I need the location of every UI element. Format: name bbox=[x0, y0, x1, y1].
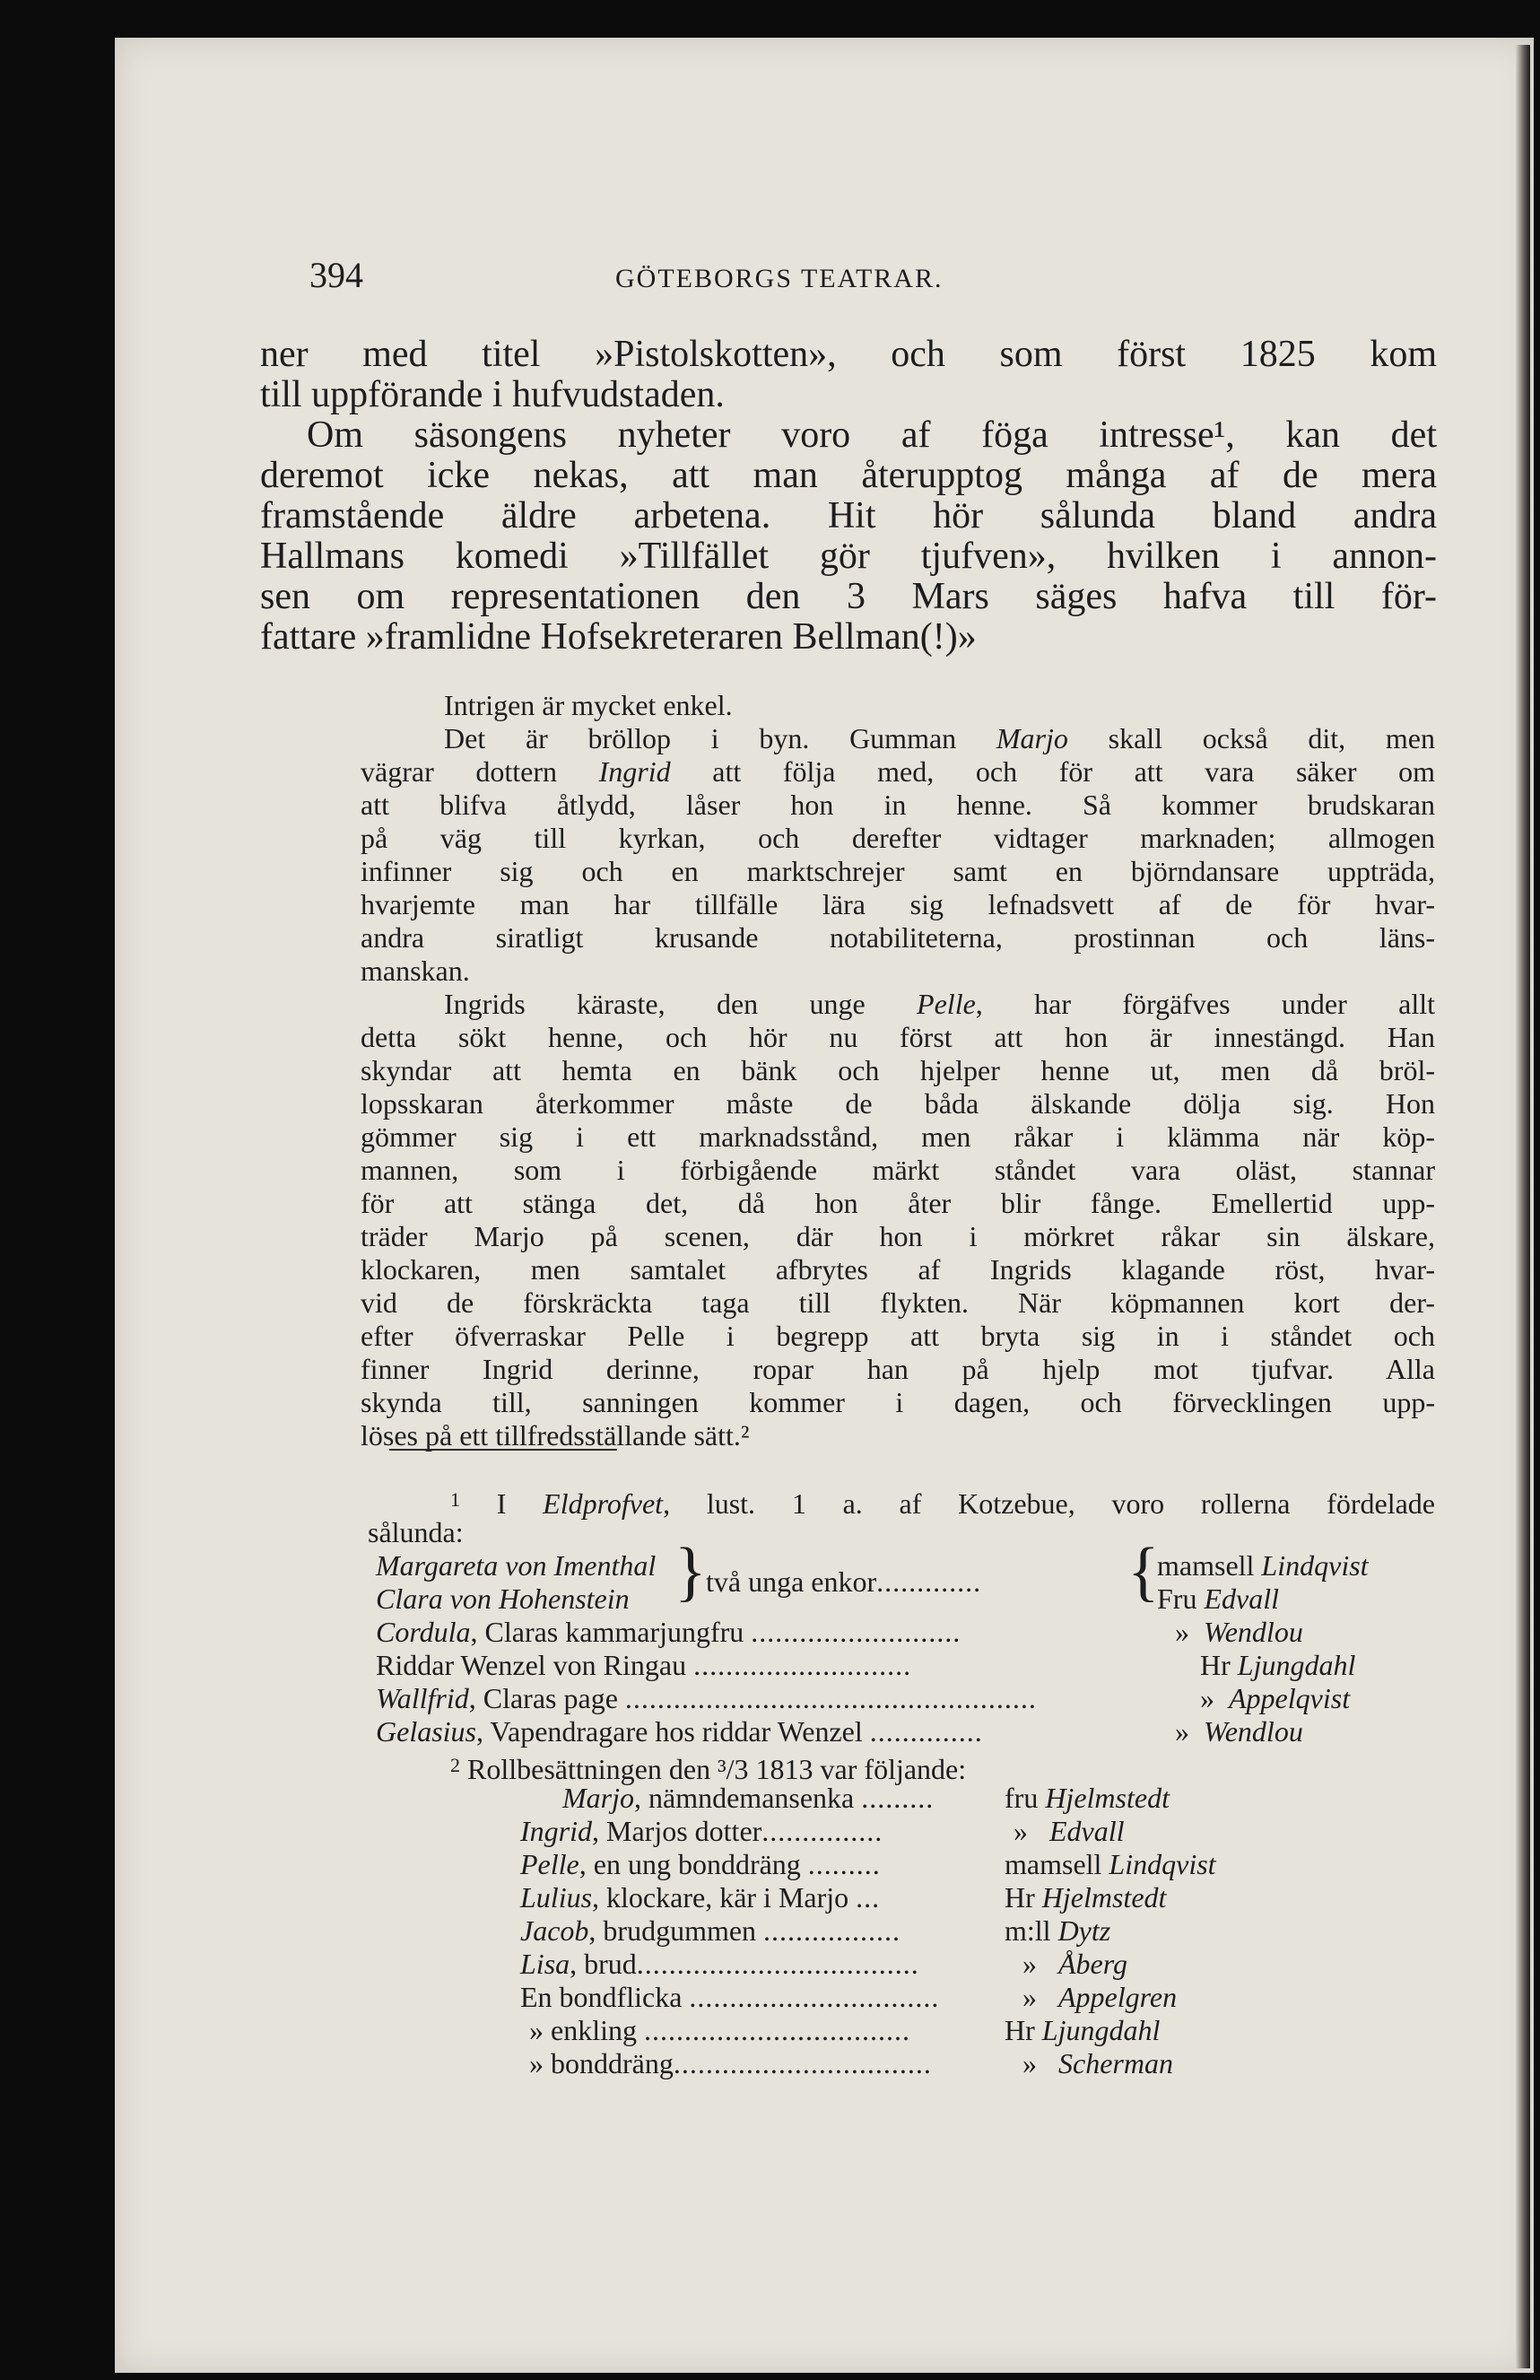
summary-line: finner Ingrid derinne, ropar han på hjelp mot tjufvar. Alla bbox=[361, 1353, 1435, 1385]
summary-line: detta sökt henne, och hör nu först att hon är innestängd. Han bbox=[361, 1021, 1435, 1053]
summary-line: skyndar att hemta en bänk och hjelper henne ut, men då bröl- bbox=[361, 1054, 1435, 1086]
actor-name: Hr Hjelmstedt bbox=[1005, 1881, 1167, 1914]
summary-line: träder Marjo på scenen, där hon i mörkret råkar sin älskare, bbox=[361, 1220, 1435, 1252]
summary-line: Det är bröllop i byn. Gumman Marjo skall också dit, men bbox=[444, 722, 1435, 754]
summary-line: vid de förskräckta taga till flykten. När köpmannen kort der- bbox=[361, 1286, 1435, 1319]
actor-name: » Edvall bbox=[1014, 1815, 1125, 1847]
cast-row: Riddar Wenzel von Ringau ........................... bbox=[376, 1649, 912, 1681]
summary-line: andra siratligt krusande notabiliteterna, prostinnan och läns- bbox=[361, 921, 1435, 954]
body-line: till uppförande i hufvudstaden. bbox=[260, 374, 725, 415]
footnote-rule bbox=[389, 1449, 617, 1451]
body-line: Om säsongens nyheter voro af föga intresse¹, kan det bbox=[307, 414, 1437, 456]
summary-line: klockaren, men samtalet afbrytes af Ingrids klagande röst, hvar- bbox=[361, 1253, 1435, 1286]
summary-line: för att stänga det, då hon åter blir fånge. Emellertid upp- bbox=[361, 1187, 1435, 1219]
page-edge-shadow bbox=[1516, 45, 1530, 2368]
cast-row: Lulius, klockare, kär i Marjo ... bbox=[520, 1881, 881, 1914]
body-line: framstående äldre arbetena. Hit hör sålunda bland andra bbox=[260, 495, 1437, 536]
footnote-2-intro: $^2$ Rollbesättningen den ³/3 1813 var följande: bbox=[450, 1753, 967, 1785]
summary-line: löses på ett tillfredsställande sätt.² bbox=[361, 1419, 750, 1452]
summary-line: gömmer sig i ett marknadsstånd, men råkar i klämma när köp- bbox=[361, 1120, 1435, 1153]
actor-name: » Scherman bbox=[1022, 2047, 1173, 2079]
cast-row: Gelasius, Vapendragare hos riddar Wenzel .............. bbox=[376, 1715, 983, 1748]
footnote-marker: 1 bbox=[450, 1488, 460, 1511]
actor-name: Hr Ljungdahl bbox=[1005, 2014, 1161, 2046]
cast-row: Ingrid, Marjos dotter............... bbox=[520, 1815, 883, 1847]
actor-name: Fru Edvall bbox=[1157, 1582, 1279, 1615]
running-title: GÖTEBORGS TEATRAR. bbox=[615, 264, 944, 293]
actor-name: » Appelqvist bbox=[1200, 1682, 1351, 1714]
actor-name: fru Hjelmstedt bbox=[1005, 1782, 1170, 1814]
footnote-1-intro: $^1$ I Eldprofvet, lust. 1 a. af Kotzebue, voro rollerna fördelade bbox=[450, 1487, 1435, 1520]
cast-row: » bonddräng................................ bbox=[529, 2047, 932, 2079]
body-line: sen om representationen den 3 Mars säges hafva till för- bbox=[260, 576, 1437, 617]
summary-line: infinner sig och en marktschrejer samt en björndansare uppträda, bbox=[361, 855, 1435, 887]
brace-left: { bbox=[1127, 1535, 1160, 1608]
body-line: fattare »framlidne Hofsekreteraren Bellman(!)» bbox=[260, 616, 977, 658]
cast-row: Wallfrid, Claras page ................................................... bbox=[376, 1682, 1037, 1714]
footnote-marker: 2 bbox=[450, 1754, 460, 1776]
cast-row: Jacob, brudgummen ................. bbox=[520, 1914, 901, 1947]
summary-line: Ingrids käraste, den unge Pelle, har förgäfves under allt bbox=[444, 988, 1435, 1020]
summary-line: efter öfverraskar Pelle i begrepp att bryta sig in i ståndet och bbox=[361, 1320, 1435, 1352]
summary-line: manskan. bbox=[361, 955, 470, 987]
summary-line: att blifva åtlydd, låser hon in henne. Så kommer brudskaran bbox=[361, 789, 1435, 821]
summary-line: Intrigen är mycket enkel. bbox=[444, 689, 733, 721]
actor-name: » Wendlou bbox=[1175, 1616, 1303, 1648]
brace-right: } bbox=[674, 1535, 707, 1608]
actor-name: mamsell Lindqvist bbox=[1005, 1848, 1216, 1880]
page-number: 394 bbox=[309, 255, 363, 295]
actor-name: » Åberg bbox=[1022, 1948, 1128, 1980]
role-name: Margareta von Imenthal bbox=[376, 1549, 657, 1582]
cast-row: » enkling ................................. bbox=[529, 2014, 910, 2046]
summary-line: hvarjemte man har tillfälle lära sig lefnadsvett af de för hvar- bbox=[361, 888, 1435, 920]
summary-line: skynda till, sanningen kommer i dagen, och förvecklingen upp- bbox=[361, 1386, 1435, 1418]
body-line: ner med titel »Pistolskotten», och som först 1825 kom bbox=[260, 334, 1437, 375]
cast-row: En bondflicka ............................... bbox=[520, 1981, 940, 2013]
actor-name: m:ll Dytz bbox=[1005, 1914, 1111, 1947]
actor-name: » Wendlou bbox=[1175, 1715, 1303, 1748]
summary-line: lopsskaran återkommer måste de båda älskande dölja sig. Hon bbox=[361, 1087, 1435, 1120]
actor-name: Hr Ljungdahl bbox=[1200, 1649, 1356, 1681]
body-line: Hallmans komedi »Tillfället gör tjufven», hvilken i annon- bbox=[260, 536, 1437, 577]
role-name: Clara von Hohenstein bbox=[376, 1582, 630, 1615]
footnote-1-intro-cont: sålunda: bbox=[368, 1516, 464, 1548]
body-line: deremot icke nekas, att man återupptog många af de mera bbox=[260, 455, 1437, 496]
actor-name: » Appelgren bbox=[1022, 1981, 1178, 2013]
summary-line: mannen, som i förbigående märkt ståndet vara oläst, stannar bbox=[361, 1154, 1435, 1186]
summary-line: på väg till kyrkan, och derefter vidtager marknaden; allmogen bbox=[361, 822, 1435, 854]
cast-row: Marjo, nämndemansenka ......... bbox=[562, 1782, 935, 1814]
role-description: två unga enkor............. bbox=[706, 1565, 982, 1598]
cast-row: Pelle, en ung bonddräng ......... bbox=[520, 1848, 881, 1880]
cast-row: Cordula, Claras kammarjungfru .......................... bbox=[376, 1616, 961, 1648]
summary-line: vägrar dottern Ingrid att följa med, och för att vara säker om bbox=[361, 755, 1436, 788]
cast-row: Lisa, brud................................... bbox=[520, 1948, 919, 1980]
actor-name: mamsell Lindqvist bbox=[1157, 1549, 1369, 1582]
